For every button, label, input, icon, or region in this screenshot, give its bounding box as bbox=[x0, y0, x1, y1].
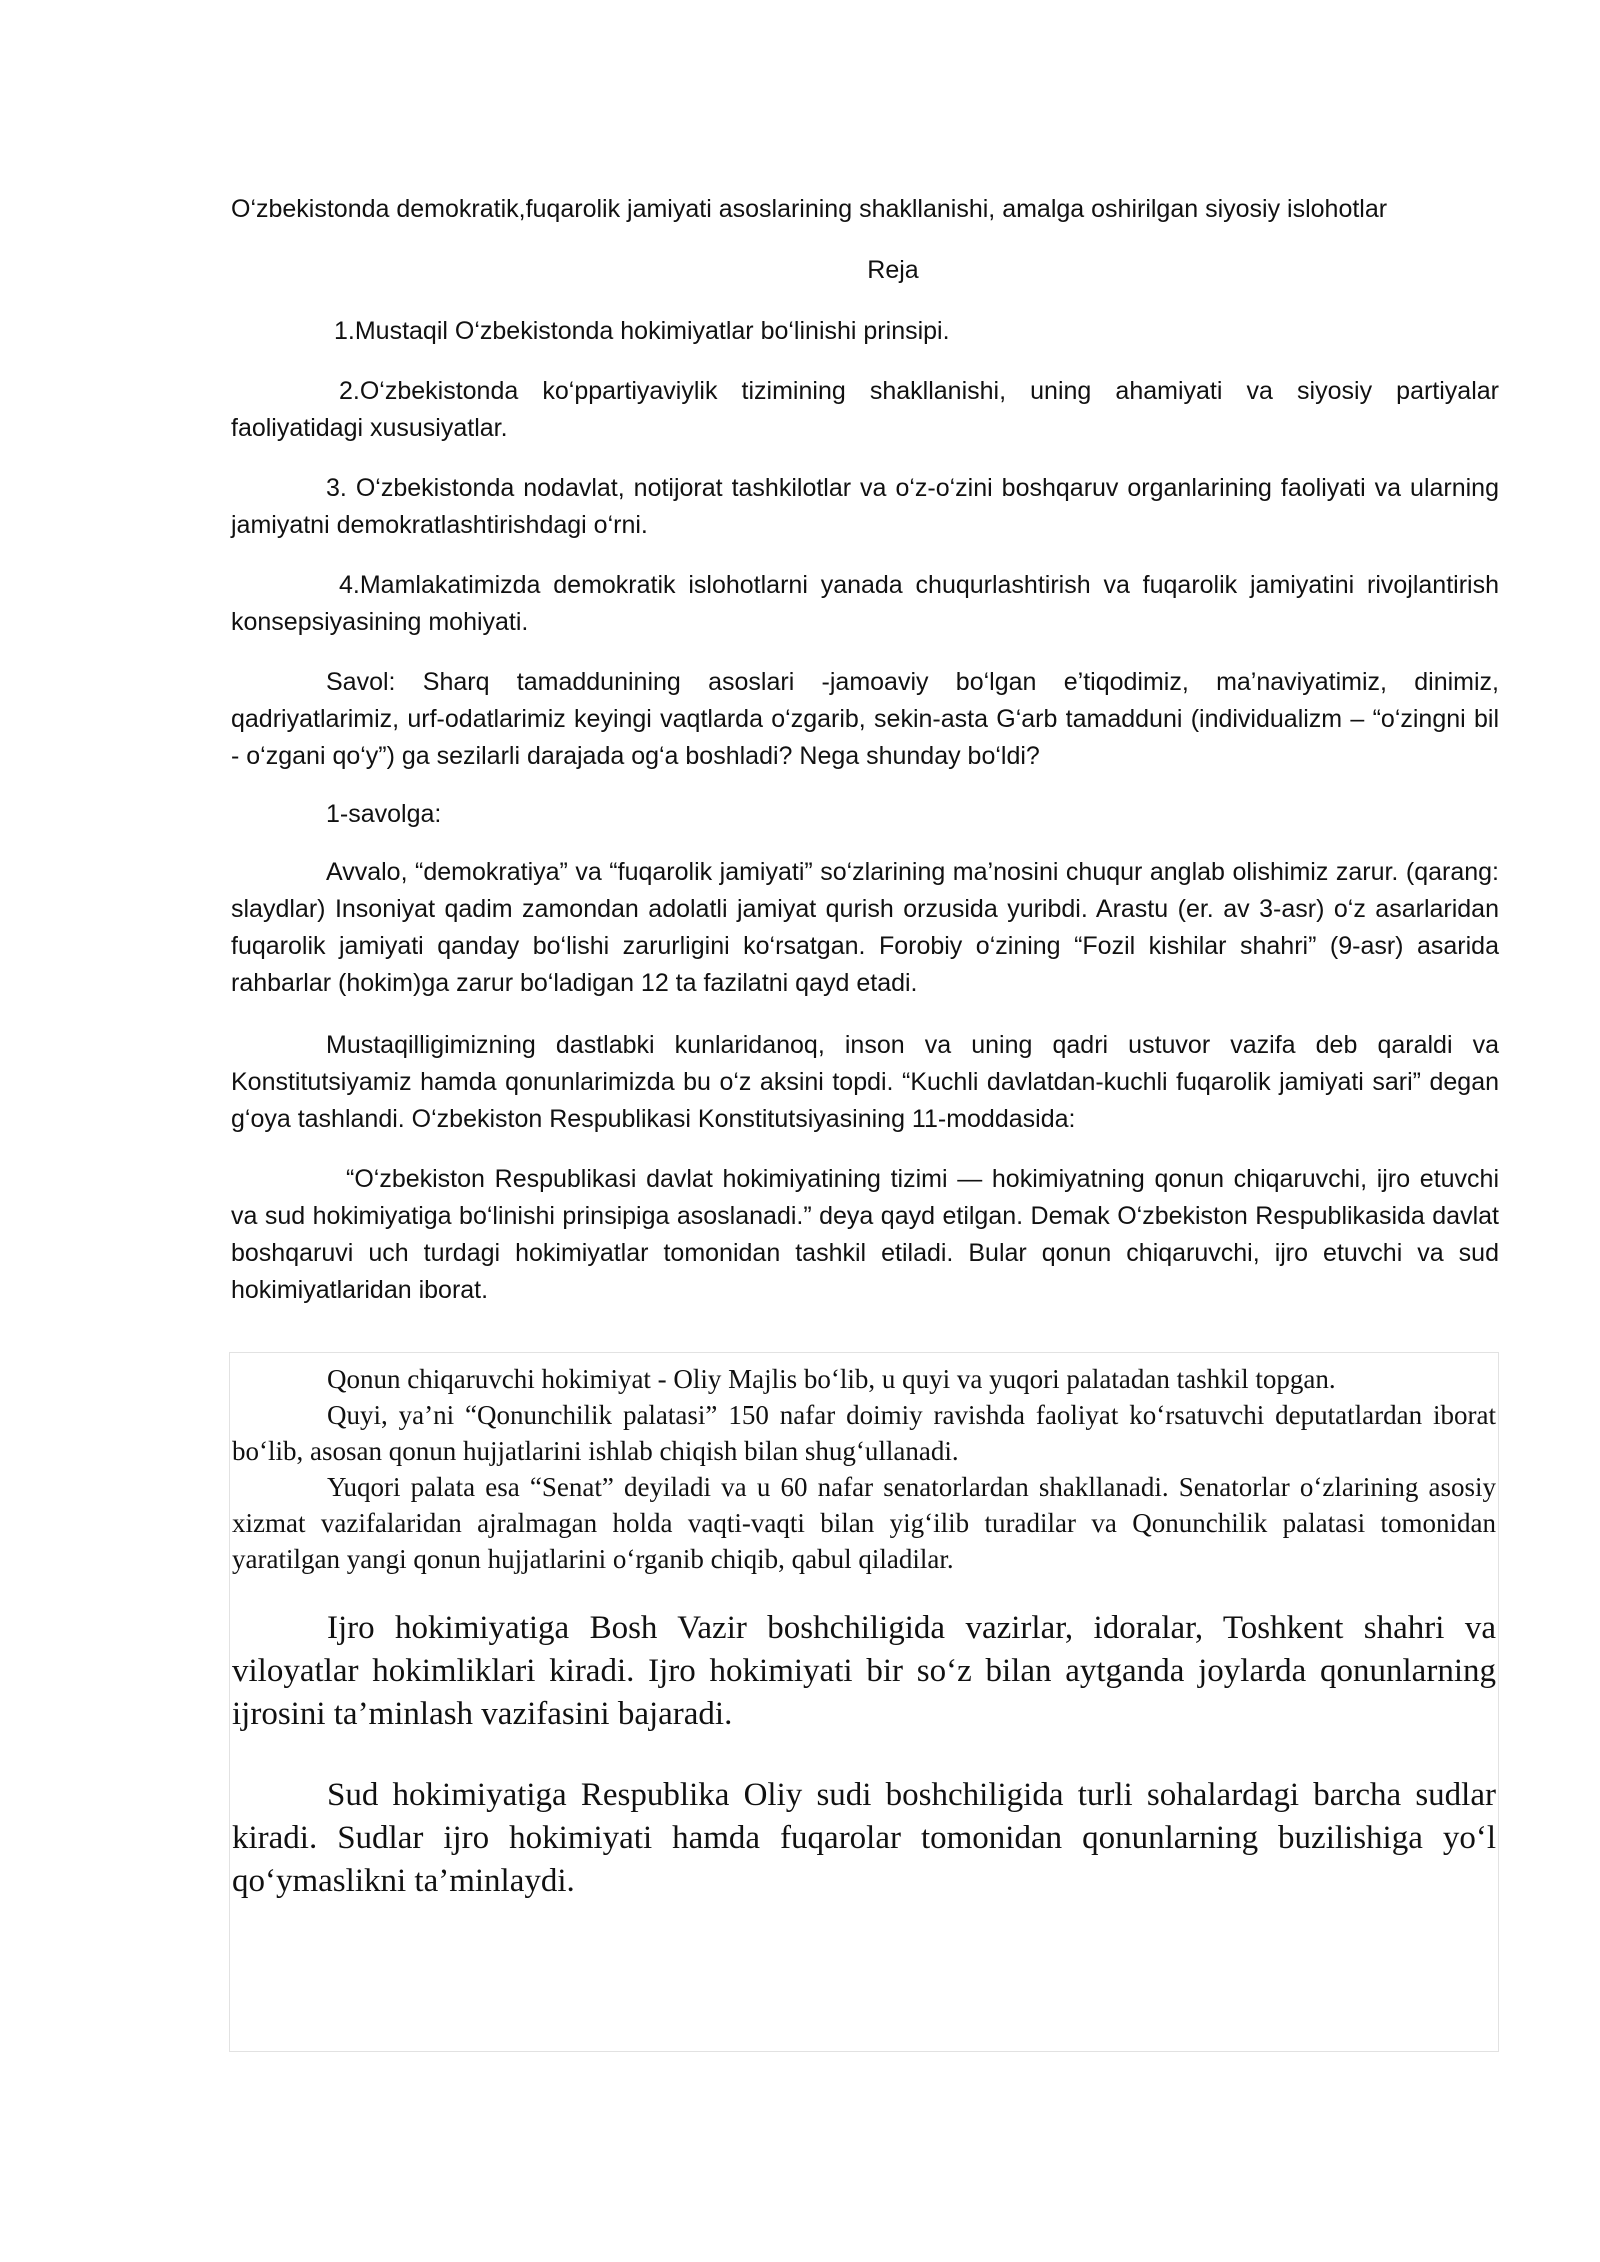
plan-item: 2.O‘zbekistonda ko‘ppartiyaviylik tizimining shakllanishi, uning ahamiyati va siyosiy partiyalar faoliyatidagi xususiyatlar. bbox=[231, 377, 1499, 442]
box-paragraph: Ijro hokimiyatiga Bosh Vazir boshchiligida vazirlar, idoralar, Toshkent shahri va viloyatlar hokimliklari kiradi. Ijro hokimiyati bir so‘z bilan aytganda joylarda qonunlarning ijrosini ta’minlash vazifasini bajaradi. bbox=[232, 1610, 1496, 1732]
box-paragraph: Quyi, ya’ni “Qonunchilik palatasi” 150 nafar doimiy ravishda faoliyat ko‘rsatuvchi deputatlardan iborat bo‘lib, asosan qonun hujjatlarini ishlab chiqish bilan shug‘ullanadi. bbox=[232, 1400, 1496, 1466]
body-paragraph: Avvalo, “demokratiya” va “fuqarolik jamiyati” so‘zlarining ma’nosini chuqur anglab olishimiz zarur. (qarang: slaydlar) Insoniyat qadim zamondan adolatli jamiyat qurish orzusida yuribdi. Arastu (er. av 3-asr) o‘z asarlaridan fuqarolik jamiyati qanday bo‘lishi zarurligini ko‘rsatgan. Forobiy o‘zining “Fozil kishilar shahri” (9-asr) asarida rahbarlar (hokim)ga zarur bo‘ladigan 12 ta fazilatni qayd etadi. bbox=[231, 858, 1499, 997]
box-paragraph: Qonun chiqaruvchi hokimiyat - Oliy Majlis bo‘lib, u quyi va yuqori palatadan tashkil topgan. bbox=[327, 1364, 1336, 1394]
embedded-text-box bbox=[229, 1352, 1499, 2052]
plan-heading: Reja bbox=[867, 256, 919, 284]
plan-item: 1.Mustaqil O‘zbekistonda hokimiyatlar bo‘linishi prinsipi. bbox=[334, 317, 950, 345]
document-title: O‘zbekistonda demokratik,fuqarolik jamiyati asoslarining shakllanishi, amalga oshirilgan siyosiy islohotlar bbox=[231, 195, 1388, 223]
body-paragraph: Mustaqilligimizning dastlabki kunlaridanoq, inson va uning qadri ustuvor vazifa deb qaraldi va Konstitutsiyamiz hamda qonunlarimizda bu o‘z aksini topdi. “Kuchli davlatdan-kuchli fuqarolik jamiyati sari” degan g‘oya tashlandi. O‘zbekiston Respublikasi Konstitutsiyasining 11-moddasida: bbox=[231, 1031, 1499, 1133]
plan-item: 3. O‘zbekistonda nodavlat, notijorat tashkilotlar va o‘z-o‘zini boshqaruv organlarining faoliyati va ularning jamiyatni demokratlashtirishdagi o‘rni. bbox=[231, 474, 1499, 539]
body-paragraph: “O‘zbekiston Respublikasi davlat hokimiyatining tizimi — hokimiyatning qonun chiqaruvchi, ijro etuvchi va sud hokimiyatiga bo‘linishi prinsipiga asoslanadi.” deya qayd etilgan. Demak O‘zbekiston Respublikasida davlat boshqaruvi uch turdagi hokimiyatlar tomonidan tashkil etiladi. Bular qonun chiqaruvchi, ijro etuvchi va sud hokimiyatlaridan iborat. bbox=[231, 1165, 1499, 1304]
document-page bbox=[231, 180, 1499, 1309]
plan-item: 4.Mamlakatimizda demokratik islohotlarni yanada chuqurlashtirish va fuqarolik jamiyatini rivojlantirish konsepsiyasining mohiyati. bbox=[231, 571, 1499, 636]
question-paragraph: Savol: Sharq tamaddunining asoslari -jamoaviy bo‘lgan e’tiqodimiz, ma’naviyatimiz, dinimiz, qadriyatlarimiz, urf-odatlarimiz keyingi vaqtlarda o‘zgarib, sekin-asta G‘arb tamadduni (individualizm – “o‘zingni bil - o‘zgani qo‘y”) ga sezilarli darajada og‘a boshladi? Nega shunday bo‘ldi? bbox=[231, 668, 1499, 770]
box-paragraph: Sud hokimiyatiga Respublika Oliy sudi boshchiligida turli sohalardagi barcha sudlar kiradi. Sudlar ijro hokimiyati hamda fuqarolar tomonidan qonunlarning buzilishiga yo‘l qo‘ymaslikni ta’minlaydi. bbox=[232, 1777, 1496, 1899]
box-paragraph: Yuqori palata esa “Senat” deyiladi va u 60 nafar senatorlardan shakllanadi. Senatorlar o‘zlarining asosiy xizmat vazifalaridan ajralmagan holda vaqti-vaqti bilan yig‘ilib turadilar va Qonunchilik palatasi tomonidan yaratilgan yangi qonun hujjatlarini o‘rganib chiqib, qabul qiladilar. bbox=[232, 1472, 1496, 1574]
answer-label: 1-savolga: bbox=[326, 800, 442, 828]
